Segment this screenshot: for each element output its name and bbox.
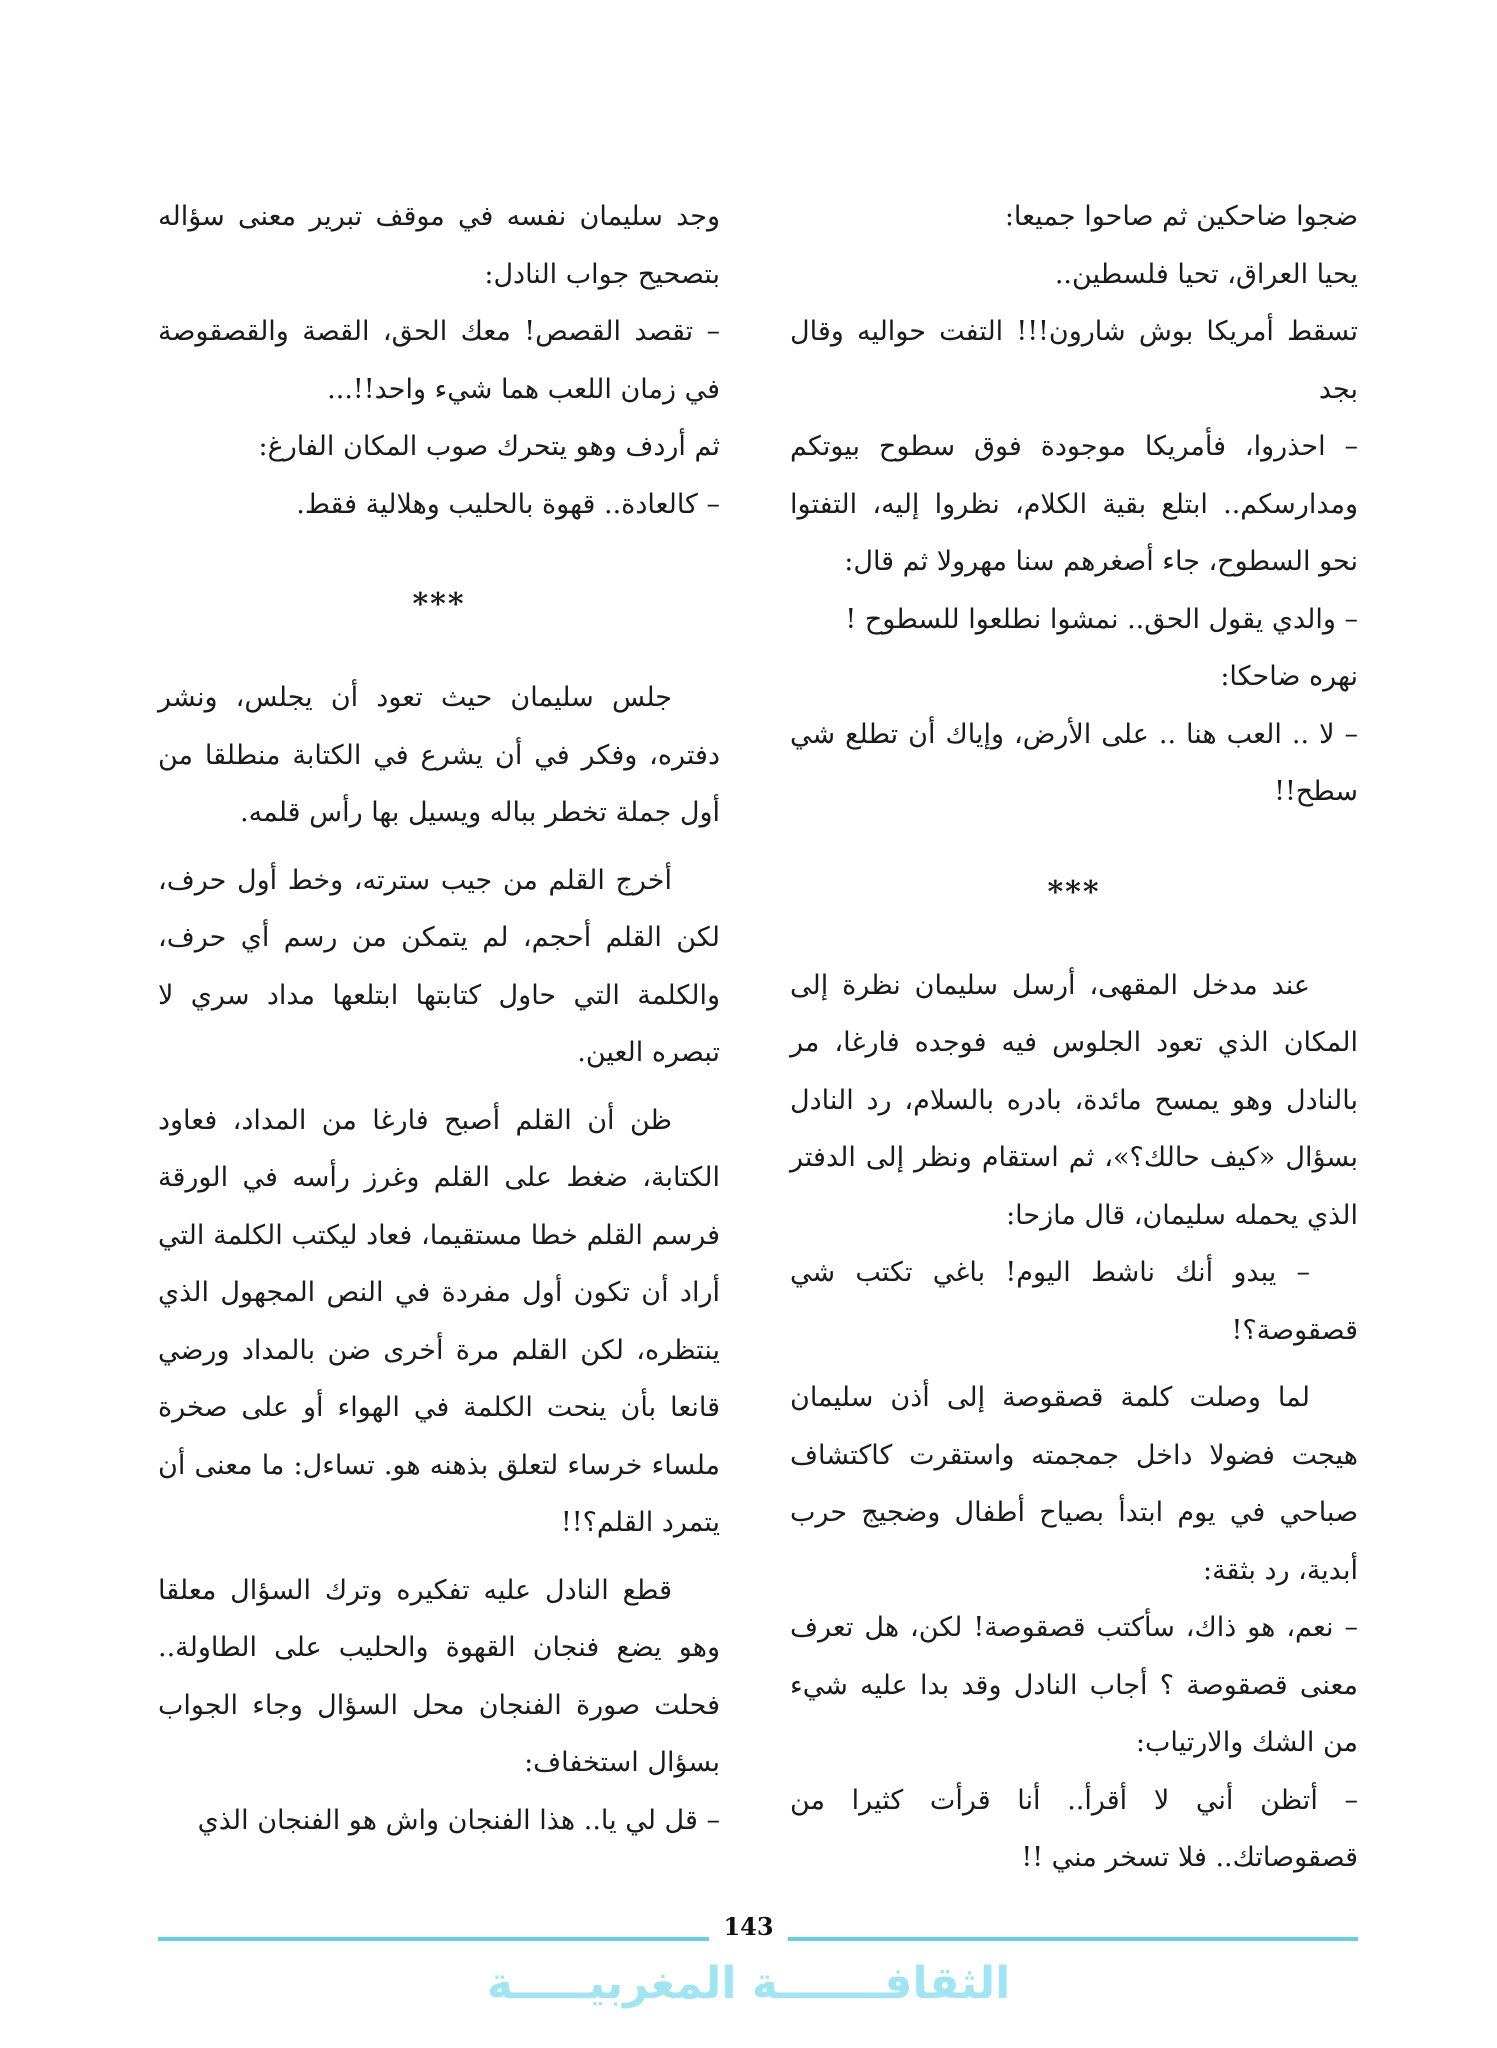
paragraph: جلس سليمان حيث تعود أن يجلس، ونشر دفتره، وفكر في أن يشرع في الكتابة منطلقا من أول جملة تخطر بباله ويسيل بها رأس قلمه. xyxy=(158,682,720,828)
paragraph: – قل لي يا.. هذا الفنجان واش هو الفنجان الذي xyxy=(197,1804,720,1836)
paragraph: يحيا العراق، تحيا فلسطين.. xyxy=(1054,258,1358,290)
left-column xyxy=(158,188,720,1849)
paragraph: نهره ضاحكا: xyxy=(1220,661,1358,692)
paragraph: – تقصد القصص! معك الحق، القصة والقصقوصة في زمان اللعب هما شيء واحد!!... xyxy=(158,316,720,405)
paragraph: ظن أن القلم أصبح فارغا من المداد، فعاود الكتابة، ضغط على القلم وغرز رأسه في الورقة فرسم القلم خطا مستقيما، فعاد ليكتب الكلمة التي أراد أن تكون أول مفردة في النص المجهول الذي ينتظره، لكن القلم مرة أخرى ضن بالمداد ورضي قانعا بأن ينحت الكلمة في الهواء أو على صخرة ملساء خرساء لتعلق بذهنه هو. تساءل: ما معنى أن يتمرد القلم؟!! xyxy=(158,1104,720,1538)
paragraph: لما وصلت كلمة قصقوصة إلى أذن سليمان هيجت فضولا داخل جمجمته واستقرت كاكتشاف صباحي في يوم ابتدأ بصياح أطفال وضجيج حرب أبدية، رد بثقة: xyxy=(790,1382,1358,1586)
right-column xyxy=(790,188,1358,1887)
paragraph: – نعم، هو ذاك، سأكتب قصقوصة! لكن، هل تعرف معنى قصقوصة ؟ أجاب النادل وقد بدا عليه شيء من الشك والارتياب: xyxy=(790,1612,1358,1758)
paragraph: ضجوا ضاحكين ثم صاحوا جميعا: xyxy=(1004,201,1358,232)
paragraph: أخرج القلم من جيب سترته، وخط أول حرف، لكن القلم أحجم، لم يتمكن من رسم أي حرف، والكلمة التي حاول كتابتها ابتلعها مداد سري لا تبصره العين. xyxy=(158,864,720,1068)
paragraph: – والدي يقول الحق.. نمشوا نطلعوا للسطوح ! xyxy=(845,603,1358,635)
paragraph: – يبدو أنك ناشط اليوم! باغي تكتب شي قصقوصة؟! xyxy=(790,1257,1358,1346)
paragraph: – لا .. العب هنا .. على الأرض، وإياك أن تطلع شي سطح!! xyxy=(790,718,1358,807)
paragraph: عند مدخل المقهى، أرسل سليمان نظرة إلى المكان الذي تعود الجلوس فيه فوجده فارغا، مر بالنادل وهو يمسح مائدة، بادره بالسلام، رد النادل بسؤال «كيف حالك؟»، ثم استقام ونظر إلى الدفتر الذي يحمله سليمان، قال مازحا: xyxy=(790,969,1358,1231)
section-separator: *** xyxy=(412,587,466,622)
paragraph: – أتظن أني لا أقرأ.. أنا قرأت كثيرا من قصقوصاتك.. فلا تسخر مني !! xyxy=(790,1784,1358,1873)
paragraph: وجد سليمان نفسه في موقف تبرير معنى سؤاله بتصحيح جواب النادل: xyxy=(158,201,720,290)
paragraph: – كالعادة.. قهوة بالحليب وهلالية فقط. xyxy=(296,488,720,520)
paragraph: قطع النادل عليه تفكيره وترك السؤال معلقا وهو يضع فنجان القهوة والحليب على الطاولة.. فحلت صورة الفنجان محل السؤال وجاء الجواب بسؤال استخفاف: xyxy=(158,1574,720,1778)
paragraph: – احذروا، فأمريكا موجودة فوق سطوح بيوتكم ومدارسكم.. ابتلع بقية الكلام، نظروا إليه، التفتوا نحو السطوح، جاء أصغرهم سنا مهرولا ثم قال: xyxy=(790,431,1358,577)
paragraph: تسقط أمريكا بوش شارون!!! التفت حواليه وقال بجد xyxy=(790,316,1358,405)
paragraph: ثم أردف وهو يتحرك صوب المكان الفارغ: xyxy=(258,431,720,462)
magazine-masthead: الثقافـــــــة المغربيـــــة xyxy=(486,1958,1011,2009)
page-number xyxy=(0,1912,1497,1941)
page-number-text: 143 xyxy=(709,1912,787,1941)
section-separator: *** xyxy=(1047,874,1101,910)
